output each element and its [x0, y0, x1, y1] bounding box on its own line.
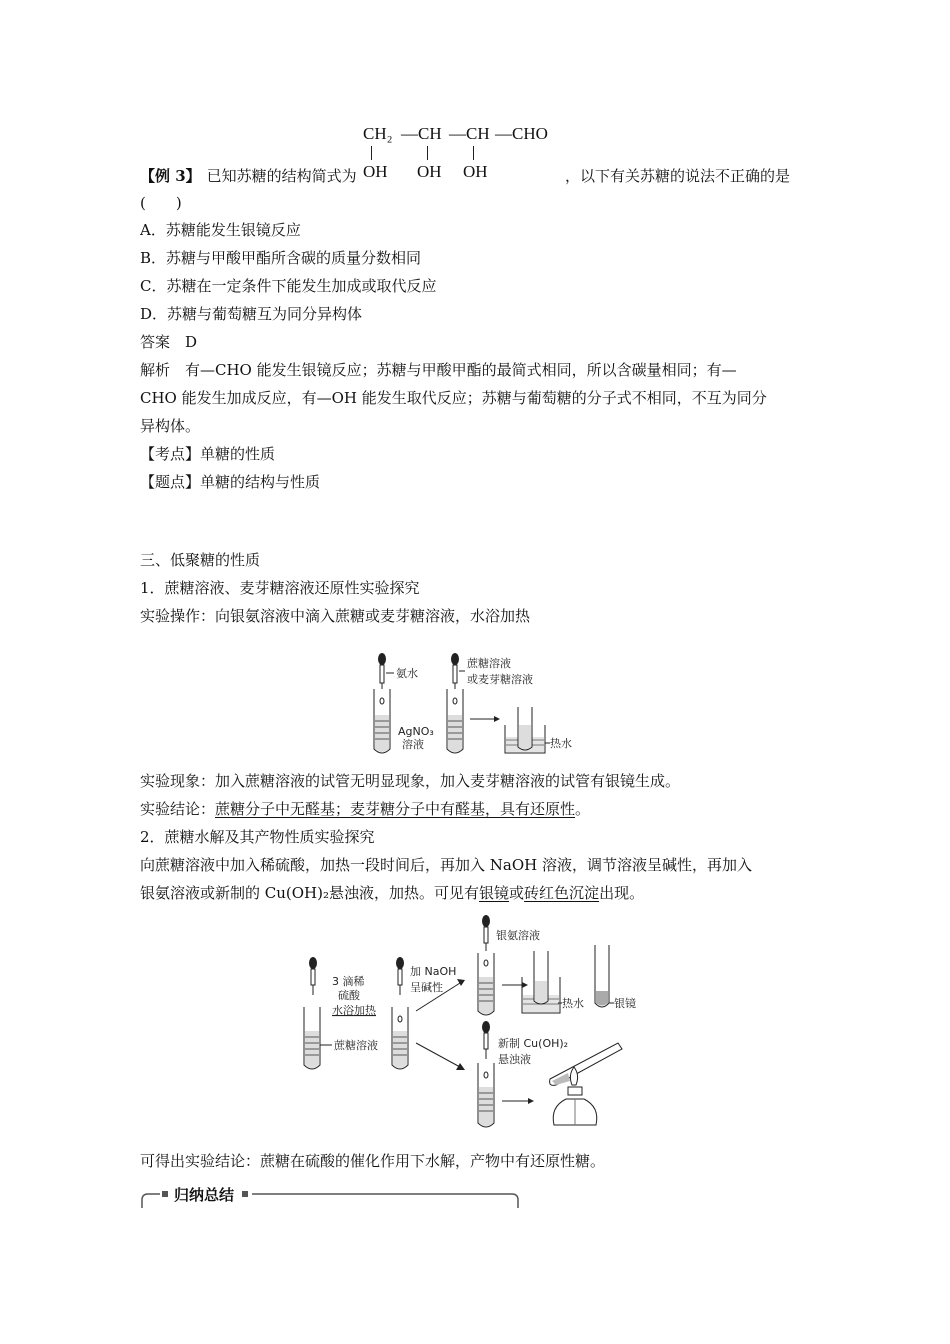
label-sulfuric: 硫酸 [338, 989, 360, 1002]
beaker-1 [505, 707, 550, 753]
analysis-line-1: 解析 有—CHO 能发生银镜反应；苏糖与甲酸甲酯的最简式相同，所以含碳量相同；有— [140, 361, 737, 379]
formula-oh2: OH [417, 162, 442, 181]
option-c: C．苏糖在一定条件下能发生加成或取代反应 [140, 277, 437, 295]
dropper-acid [309, 957, 317, 995]
option-d: D．苏糖与葡萄糖互为同分异构体 [140, 305, 363, 323]
label-agno3: AgNO₃ [398, 725, 434, 738]
figure-sucrose-hydrolysis [300, 915, 636, 1135]
dropper-cuoh2 [482, 1021, 490, 1059]
label-cuoh2: 新制 Cu(OH)₂ [498, 1037, 569, 1050]
option-a: A．苏糖能发生银镜反应 [140, 221, 301, 239]
para2-silver-mirror: 银镜 [479, 884, 510, 902]
alcohol-lamp-setup [550, 1043, 622, 1125]
subsection-2: 2．蔗糖水解及其产物性质实验探究 [140, 828, 375, 846]
label-sucrose-solution: 蔗糖溶液 [334, 1039, 378, 1052]
operation: 实验操作：向银氨溶液中滴入蔗糖或麦芽糖溶液，水浴加热 [140, 607, 531, 625]
label-maltose: 或麦芽糖溶液 [467, 673, 533, 686]
para2-brick-red: 砖红色沉淀 [524, 884, 600, 902]
stem-after: ，以下有关苏糖的说法不正确的是 [565, 167, 791, 185]
label-add-naoh: 加 NaOH [410, 965, 457, 978]
option-b: B．苏糖与甲酸甲酯所含碳的质量分数相同 [140, 249, 422, 267]
label-suspension: 悬浊液 [498, 1053, 531, 1066]
analysis-line-3: 异构体。 [140, 417, 201, 435]
label-drops: 3 滴稀 [332, 975, 365, 988]
dropper-2 [451, 653, 465, 689]
label-hot-water-2: 热水 [562, 997, 584, 1010]
label-silver-mirror: 银镜 [614, 997, 636, 1010]
arrow-lower-right [502, 1098, 534, 1104]
test-tube-sucrose [304, 1007, 320, 1069]
summary-title: 归纳总结 [174, 1186, 235, 1204]
formula-ch2b: —CH [449, 124, 490, 143]
label-alkaline: 呈碱性 [410, 981, 443, 994]
formula-oh1: OH [363, 162, 388, 181]
kaodian: 【考点】单糖的性质 [140, 445, 276, 463]
structural-formula [363, 124, 563, 184]
dropper-silver-ammonia [482, 915, 490, 951]
conclusion-suffix: 。 [575, 800, 591, 818]
arrow-down [416, 1043, 465, 1070]
label-ammonia: 氨水 [396, 667, 418, 680]
formula-ch1: —CH [401, 124, 442, 143]
summary-header [140, 1186, 520, 1216]
question-paren: ( ) [140, 194, 182, 212]
section-title: 三、低聚糖的性质 [140, 551, 261, 569]
label-hot-water-1: 热水 [550, 737, 572, 750]
label-water-bath: 水浴加热 [332, 1004, 376, 1017]
label-solution: 溶液 [402, 738, 424, 751]
dropper-1 [378, 653, 394, 689]
test-tube-lower [478, 1063, 494, 1127]
analysis-line-2: CHO 能发生加成反应，有—OH 能发生取代反应；苏糖与葡萄糖的分子式不相同，不互为同分 [140, 389, 767, 407]
conclusion-prefix: 实验结论： [140, 800, 216, 818]
beaker-2 [522, 951, 560, 1013]
example-tag: 【例 3】 [140, 167, 201, 185]
para2-a: 银氨溶液或新制的 Cu(OH)₂悬浊液，加热。可见有 [140, 884, 480, 902]
answer: 答案 D [140, 333, 198, 351]
phenomenon: 实验现象：加入蔗糖溶液的试管无明显现象，加入麦芽糖溶液的试管有银镜生成。 [140, 772, 681, 790]
test-tube-2 [447, 689, 463, 753]
figure-silver-mirror-setup [360, 645, 590, 760]
stem-before: 已知苏糖的结构简式为 [206, 167, 357, 185]
test-tube-1 [374, 689, 390, 753]
test-tube-hydrolyzed [392, 1007, 408, 1069]
test-tube-upper [478, 953, 494, 1015]
label-sucrose: 蔗糖溶液 [467, 657, 511, 670]
para2-e: 出现。 [599, 884, 645, 902]
paragraph-2-line-1: 向蔗糖溶液中加入稀硫酸，加热一段时间后，再加入 NaOH 溶液，调节溶液呈碱性，再加入 [140, 856, 752, 874]
label-silver-ammonia: 银氨溶液 [496, 929, 540, 942]
subsection-1: 1．蔗糖溶液、麦芽糖溶液还原性实验探究 [140, 579, 420, 597]
paragraph-2-line-2 [140, 883, 644, 903]
formula-cho: —CHO [495, 124, 548, 143]
example3-stem [140, 166, 357, 186]
final-conclusion: 可得出实验结论：蔗糖在硫酸的催化作用下水解，产物中有还原性糖。 [140, 1152, 606, 1170]
arrow-1 [470, 716, 500, 722]
formula-ch2: CH₂ [363, 124, 393, 143]
conclusion [140, 799, 590, 819]
test-tube-silver-mirror [595, 945, 609, 1007]
conclusion-underlined: 蔗糖分子中无醛基；麦芽糖分子中有醛基，具有还原性 [215, 800, 576, 818]
dropper-naoh [396, 957, 404, 995]
formula-oh3: OH [463, 162, 488, 181]
para2-or: 或 [509, 884, 525, 902]
arrow-upper-right [502, 982, 528, 988]
tidian: 【题点】单糖的结构与性质 [140, 473, 321, 491]
